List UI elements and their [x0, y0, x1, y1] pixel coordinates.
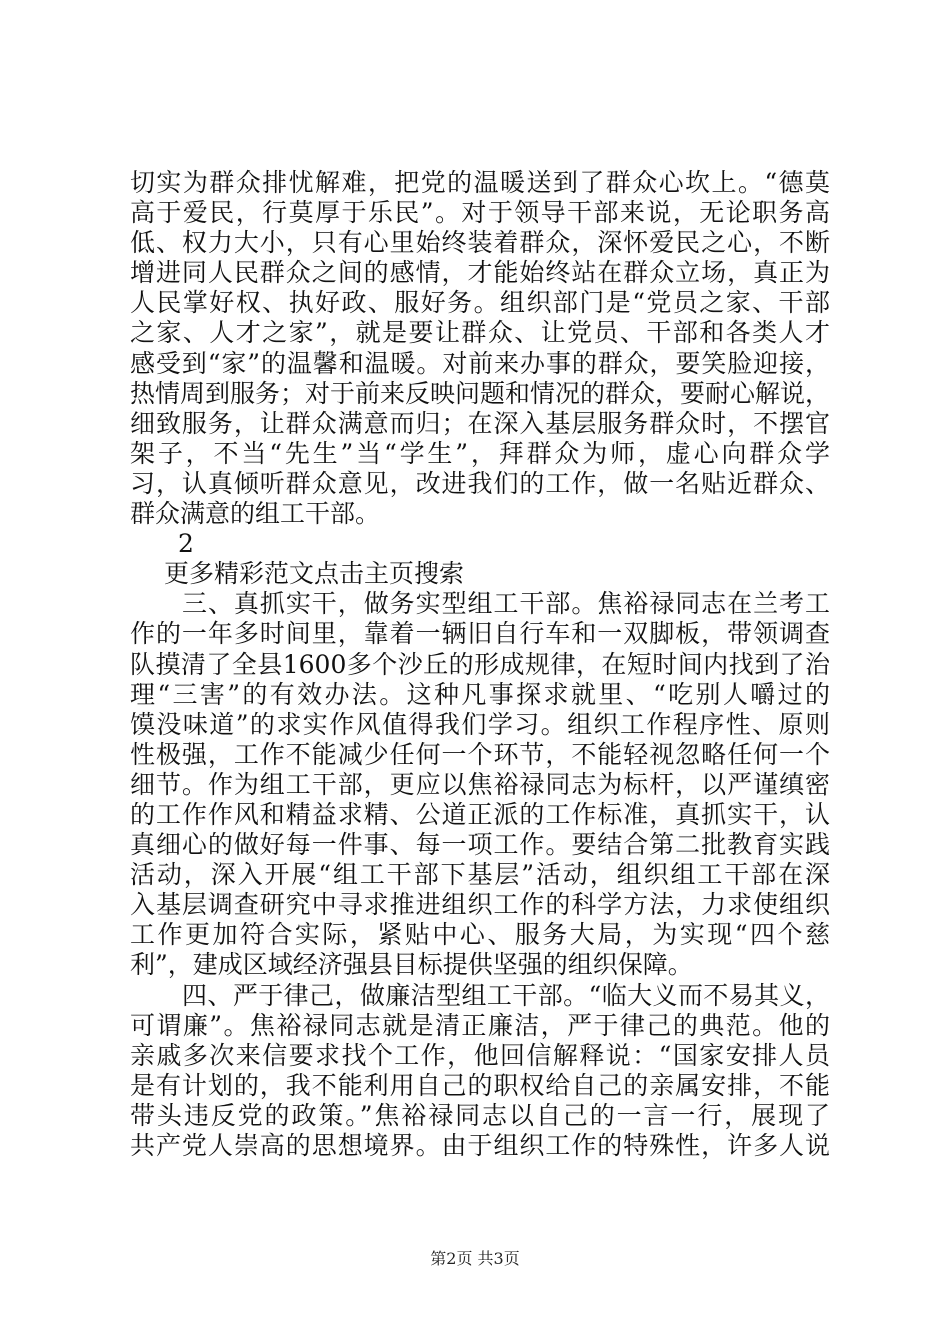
text-line: 工作更加符合实际，紧贴中心、服务大局，为实现“四个慈 — [130, 920, 830, 950]
text-line: 是有计划的，我不能利用自己的职权给自己的亲属安排，不能 — [130, 1070, 830, 1100]
text-line: 感受到“家”的温馨和温暖。对前来办事的群众，要笑脸迎接， — [130, 348, 830, 378]
document-body — [130, 168, 830, 1161]
text-line: 架子，不当“先生”当“学生”，拜群众为师，虚心向群众学 — [130, 438, 830, 468]
text-line: 作的一年多时间里，靠着一辆旧自行车和一双脚板，带领调查 — [130, 619, 830, 649]
text-line: 低、权力大小，只有心里始终装着群众，深怀爱民之心，不断 — [130, 228, 830, 258]
text-line: 性极强，工作不能减少任何一个环节，不能轻视忽略任何一个 — [130, 739, 830, 769]
page-footer: 第2页 共3页 — [430, 1249, 520, 1268]
text-line: 习，认真倾听群众意见，改进我们的工作，做一名贴近群众、 — [130, 468, 830, 498]
text-line: 亲戚多次来信要求找个工作，他回信解释说：“国家安排人员 — [130, 1040, 830, 1070]
text-line: 人民掌好权、执好政、服好务。组织部门是“党员之家、干部 — [130, 288, 830, 318]
text-line: 理“三害”的有效办法。这种凡事探求就里、“吃别人嚼过的 — [130, 679, 830, 709]
text-line: 的工作作风和精益求精、公道正派的工作标准，真抓实干，认 — [130, 799, 830, 829]
text-line: 入基层调查研究中寻求推进组织工作的科学方法，力求使组织 — [130, 890, 830, 920]
text-line: 细节。作为组工干部，更应以焦裕禄同志为标杆，以严谨缜密 — [130, 769, 830, 799]
text-line: 活动，深入开展“组工干部下基层”活动，组织组工干部在深 — [130, 860, 830, 890]
text-line: 真细心的做好每一件事、每一项工作。要结合第二批教育实践 — [130, 830, 830, 860]
text-line: 之家、人才之家”，就是要让群众、让党员、干部和各类人才 — [130, 318, 830, 348]
text-line: 队摸清了全县1600多个沙丘的形成规律，在短时间内找到了治 — [130, 649, 830, 679]
text-line: 四、严于律己，做廉洁型组工干部。“临大义而不易其义， — [182, 980, 830, 1010]
text-line: 利”，建成区域经济强县目标提供坚强的组织保障。 — [130, 950, 693, 980]
text-line: 增进同人民群众之间的感情，才能始终站在群众立场，真正为 — [130, 258, 830, 288]
text-line: 高于爱民，行莫厚于乐民”。对于领导干部来说，无论职务高 — [130, 198, 830, 228]
text-line: 三、真抓实干，做务实型组工干部。焦裕禄同志在兰考工 — [182, 589, 830, 619]
text-line: 带头违反党的政策。”焦裕禄同志以自己的一言一行，展现了 — [130, 1100, 830, 1130]
text-line: 群众满意的组工干部。 — [130, 499, 381, 529]
text-line: 馍没味道”的求实作风值得我们学习。组织工作程序性、原则 — [130, 709, 830, 739]
text-line: 切实为群众排忧解难，把党的温暖送到了群众心坎上。“德莫 — [130, 168, 830, 197]
text-line: 2 — [178, 529, 194, 559]
text-line: 热情周到服务；对于前来反映问题和情况的群众，要耐心解说， — [130, 378, 831, 408]
text-line: 共产党人崇高的思想境界。由于组织工作的特殊性，许多人说 — [130, 1131, 830, 1160]
text-line: 更多精彩范文点击主页搜索 — [164, 559, 465, 589]
text-line: 细致服务，让群众满意而归；在深入基层服务群众时，不摆官 — [130, 408, 830, 438]
text-line: 可谓廉”。焦裕禄同志就是清正廉洁，严于律己的典范。他的 — [130, 1010, 830, 1040]
